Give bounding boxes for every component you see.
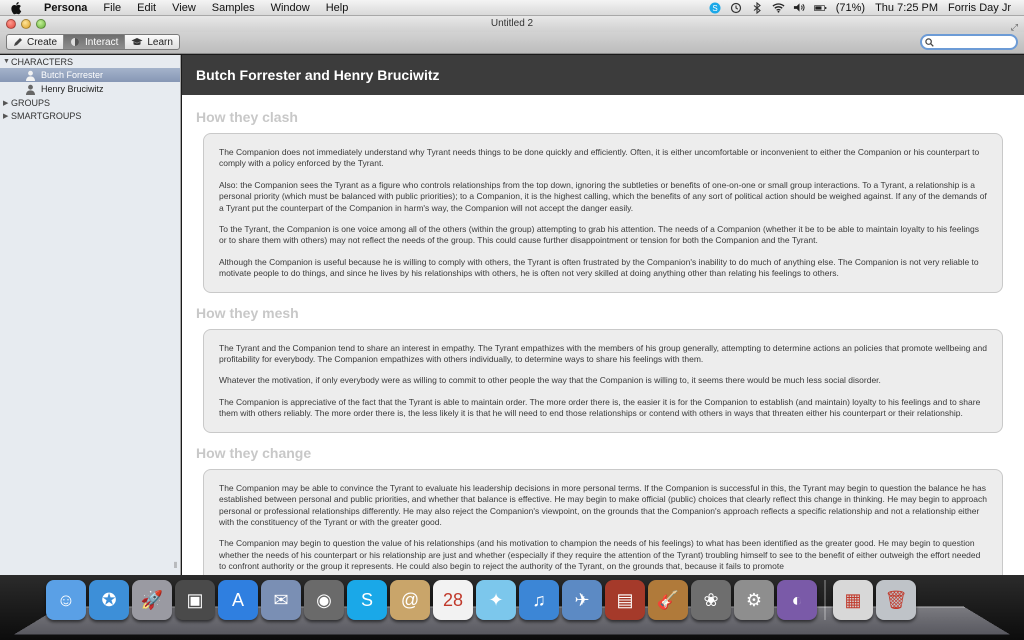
menu-view[interactable]: View [172,1,196,14]
interact-icon [70,37,81,47]
dock [0,575,1024,640]
paragraph: The Tyrant and the Companion tend to share an interest in empathy. The Tyrant empathizes with the members of his group generally, attempting to determine actions an policies that promote wellbeing and profitability for everybody. The Companion empathizes with others individually, to determine ways to share his feelings with them. [219,342,987,365]
mode-segmented-control [6,34,180,50]
paragraph: Also: the Companion sees the Tyrant as a figure who controls relationships from the top down, ignoring the subtleties or benefits of one-on-one or small group interactions. To a Tyrant, a relationship is a personal priority (which must be balanced with public priorities); to a Companion, it is the highest calling, which the benefits of any sort of political action should be weighed against. If any of the demands of a Tyrant put the counterpart of the Companion in harm's way, the Companion will not accept the danger easily. [219,179,987,213]
sidebar-item-label: Butch Forrester [41,70,104,80]
paragraph: The Companion does not immediately understand why Tyrant needs things to be done quickly and efficiently. Often, it is either uncomfortable or inconvenient to either the Companion or his counterpart to comply with a policy enforced by the Tyrant. [219,147,980,169]
menu-extras [705,0,1024,16]
learn-label: Learn [147,36,173,48]
battery-percent: (71%) [835,1,866,14]
group-characters-label: CHARACTERS [11,56,74,67]
section-title-clash: How they clash [196,109,298,125]
section-card-mesh [203,329,1003,433]
itunes-icon[interactable]: ♫ [519,580,559,620]
group-characters[interactable] [0,55,180,68]
group-smartgroups-label: SMARTGROUPS [11,110,82,121]
finder-icon[interactable]: ☺ [46,580,86,620]
window-toolbar [0,32,1024,54]
paragraph: The Companion may begin to question the value of his relationships (and his motivation to champion the needs of his feelings) to what has been identified as the greater good. He may begin to question whether the needs of his counterpart or his relationship are just and whether (especially if they require the attention of the Tyrant) troubling himself to see to the benefit of either outweigh the effort needed to confront authority or the group it represents. He could also begin to reject the authority of the Tyrant, on the grounds that, because it fails to promote [219,538,981,572]
paragraph: To the Tyrant, the Companion is one voice among all of the others (within the group) attempting to grab his attention. The needs of a Companion (whether it be to be able to maintain loyalty to his feelings or to share them with others) may not reflect the needs of the group. This could cause further disappointment or tension for both the Companion and the Tyrant. [219,224,979,246]
page-title: Butch Forrester and Henry Bruciwitz [182,55,1024,95]
wifi-icon[interactable] [772,1,785,14]
time-machine-icon[interactable] [730,1,743,14]
app-store-icon[interactable]: A [218,580,258,620]
battery-icon[interactable] [814,1,827,14]
user-menu[interactable]: Forris Day Jr [948,1,1011,14]
sidebar-item-label: Henry Bruciwitz [41,84,104,94]
skype-status-icon[interactable] [709,1,722,14]
menu-samples[interactable]: Samples [211,1,255,14]
menu-file[interactable]: File [103,1,122,14]
sidebar-item-henry-bruciwitz[interactable] [0,82,180,96]
bluetooth-icon[interactable] [751,1,764,14]
minimize-button[interactable] [21,19,31,29]
app-menu[interactable]: Persona [44,1,88,14]
group-smartgroups[interactable] [0,109,180,122]
paragraph: Whatever the motivation, if only everybody were as willing to commit to other people the way that the Companion is willing to, it seems there would be much less social disorder. [219,375,881,386]
persona-icon[interactable]: ◐ [777,580,817,620]
disclosure-open-icon[interactable]: ▼ [3,58,10,65]
garageband-icon[interactable]: 🎸 [648,580,688,620]
detail-pane [182,55,1024,575]
pencil-icon [13,37,23,47]
learn-button[interactable] [125,35,179,49]
paragraph: Although the Companion is useful because he is willing to comply with others, the Tyrant is often frustrated by the Companion's inability to do much of anything else. The Companion is not very reliable to motivate people to do things, and since he lives by his relationships with others, he is often not very skilled at doing anything other than relating his feelings to others. [219,256,979,279]
downloads-icon[interactable]: ▦ [833,580,873,620]
interact-button[interactable] [64,35,125,49]
trash-icon[interactable]: 🗑 [876,580,916,620]
search-field[interactable] [920,34,1018,50]
dock-separator [824,580,826,620]
section-card-change [203,469,1003,575]
volume-icon[interactable] [793,1,806,14]
person-icon [25,84,36,95]
mail-stamp-icon[interactable]: ✈ [562,580,602,620]
interact-label: Interact [85,36,119,48]
graduation-cap-icon [131,37,143,47]
window-titlebar [0,16,1024,32]
twitter-icon[interactable]: ✦ [476,580,516,620]
photo-booth-icon[interactable]: ▣ [175,580,215,620]
source-list [0,55,181,575]
fullscreen-icon[interactable]: ⤢ [1010,22,1018,32]
mail-icon[interactable]: ✉ [261,580,301,620]
sidebar-item-butch-forrester[interactable] [0,68,180,82]
paragraph: The Companion is appreciative of the fact that the Tyrant is able to maintain order. The more order there is, the easier it is for the Companion to establish (and maintain) loyalty to his feelings and to share them with others reliably. The more order there is, the less likely it is that he will need to end those relationships or contend with others in ways that threaten either his counterpart or their relationship. [219,396,981,419]
group-groups-label: GROUPS [11,97,51,108]
create-label: Create [27,36,58,48]
window-title: Untitled 2 [490,18,534,29]
photo-icon[interactable]: ▤ [605,580,645,620]
window-controls [6,19,46,29]
paragraph: The Companion may be able to convince the Tyrant to evaluate his leadership decisions in more personal terms. If the Companion is successful in this, the Tyrant may begin to question the balance he has established between personal and public priorities, and whether that balance is effective. He may begin to make official (public) choices that clearly reflect this change in thinking. He may begin to approach personal or professional relationships differently. He may also reject the Companion's viewpoint, on the grounds that the Companion's approach reflects a specific relationship and not a relationship either with the constituency of the Tyrant or with the greater good. [219,482,987,527]
contacts-icon[interactable]: @ [390,580,430,620]
resize-grip-icon[interactable]: ⦀ [173,561,177,570]
dock-icons [46,580,916,620]
launchpad-icon[interactable]: 🚀 [132,580,172,620]
group-groups[interactable] [0,96,180,109]
disclosure-closed-icon[interactable]: ▶ [3,99,9,107]
menu-edit[interactable]: Edit [137,1,157,14]
disclosure-closed-icon[interactable]: ▶ [3,112,9,120]
section-title-change: How they change [196,444,312,461]
iphoto-icon[interactable]: ❀ [691,580,731,620]
search-icon [925,38,934,47]
section-title-mesh: How they mesh [196,304,299,321]
facetime-icon[interactable]: ◉ [304,580,344,620]
system-preferences-icon[interactable]: ⚙ [734,580,774,620]
create-button[interactable] [7,35,64,49]
calendar-icon[interactable]: 28 [433,580,473,620]
menu-window[interactable]: Window [270,1,310,14]
menu-bar [0,0,1024,16]
zoom-button[interactable] [36,19,46,29]
close-button[interactable] [6,19,16,29]
person-icon [25,70,36,81]
safari-icon[interactable]: ✪ [89,580,129,620]
skype-icon[interactable]: S [347,580,387,620]
apple-menu-icon[interactable] [10,1,24,15]
menu-help[interactable]: Help [325,1,349,14]
section-card-clash [203,133,1003,293]
svg-text:S: S [712,3,718,13]
menu-clock[interactable]: Thu 7:25 PM [875,1,939,14]
